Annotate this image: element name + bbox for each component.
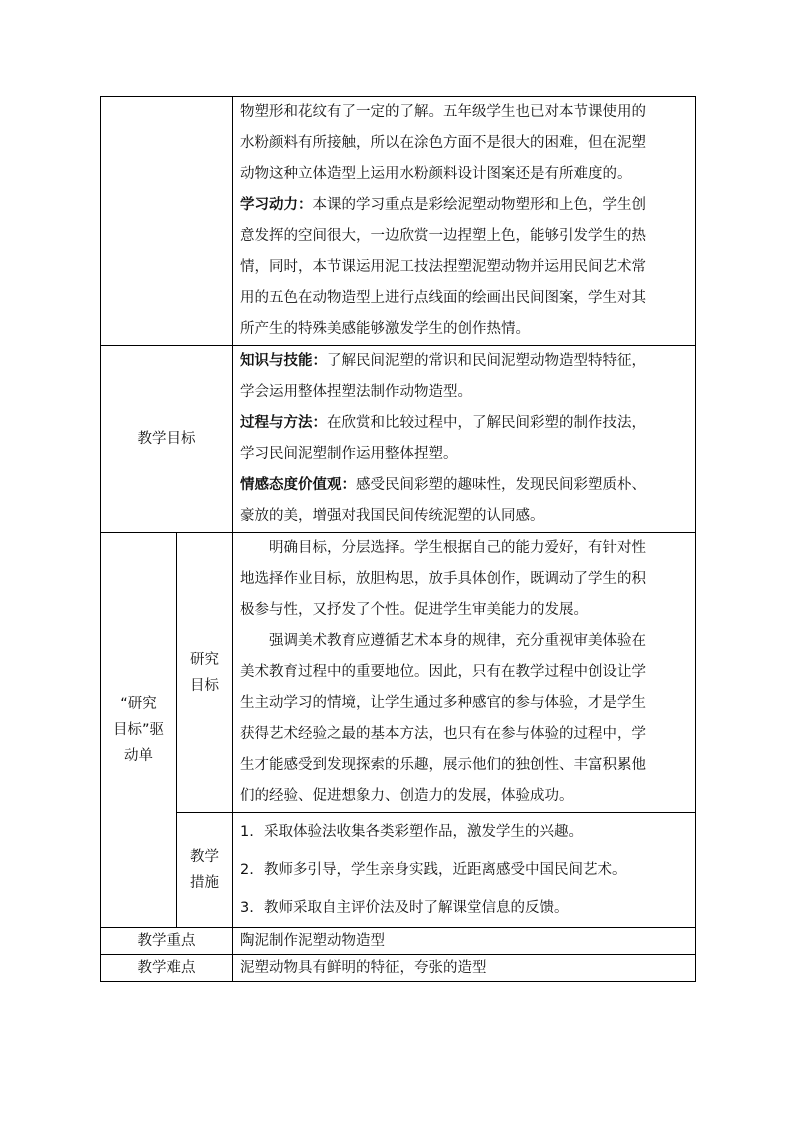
- goal-text: 在欣赏和比较过程中，了解民间彩塑的制作技法，: [327, 415, 646, 431]
- measure-number: 2.: [240, 862, 254, 878]
- teaching-measures-label: [177, 813, 233, 928]
- research-para-line: 强调美术教育应遵循艺术本身的规律，充分重视审美体验在: [269, 633, 646, 649]
- research-driver-label-line: 动单: [124, 748, 153, 764]
- research-para-line: 们的经验、促进想象力、创造力的发展，体验成功。: [240, 788, 574, 804]
- teaching-goals-label: 教学目标: [101, 346, 233, 533]
- research-target-content: [233, 533, 696, 813]
- research-driver-label-line: “研究: [120, 696, 157, 712]
- research-target-label-line: 目标: [190, 677, 219, 694]
- goal-line: [240, 470, 688, 501]
- motivation-line: 所产生的特殊美感能够激发学生的创作热情。: [240, 321, 530, 337]
- teaching-goals-content: [233, 346, 696, 533]
- research-target-label-line: 研究: [190, 651, 219, 668]
- key-point-label: 教学重点: [101, 928, 233, 955]
- goal-title: 过程与方法：: [240, 415, 327, 431]
- research-target-row: [101, 533, 696, 813]
- analysis-line: 物塑形和花纹有了一定的了解。五年级学生也已对本节课使用的: [240, 104, 646, 120]
- student-analysis-label-cell: [101, 97, 233, 346]
- analysis-line: 水粉颜料有所接触，所以在涂色方面不是很大的困难，但在泥塑: [240, 135, 646, 151]
- research-para-line: 美术教育过程中的重要地位。因此，只有在教学过程中创设让学: [240, 664, 646, 680]
- teaching-measures-label-line: 措施: [190, 875, 219, 891]
- measure-number: 3.: [240, 900, 254, 916]
- measure-item: [240, 813, 688, 851]
- motivation-title: 学习动力：: [240, 197, 313, 213]
- research-para-line: 地选择作业目标，放胆构思，放手具体创作，既调动了学生的积: [240, 571, 646, 587]
- analysis-line: 动物这种立体造型上运用水粉颜料设计图案还是有所难度的。: [240, 166, 632, 182]
- goal-line: [240, 346, 688, 377]
- goal-line: 学习民间泥塑制作运用整体捏塑。: [240, 446, 458, 462]
- key-point-content: 陶泥制作泥塑动物造型: [233, 928, 696, 955]
- research-para-line: 极参与性，又抒发了个性。促进学生审美能力的发展。: [240, 602, 588, 618]
- student-analysis-row: [101, 97, 696, 346]
- research-para-line: 明确目标，分层选择。学生根据自己的能力爱好，有针对性: [269, 540, 646, 556]
- motivation-text: 本课的学习重点是彩绘泥塑动物塑形和上色，学生创: [312, 197, 646, 213]
- goal-text: 感受民间彩塑的趣味性，发现民间彩塑质朴、: [356, 477, 646, 493]
- motivation-line: 用的五色在动物造型上进行点线面的绘画出民间图案，学生对其: [240, 290, 646, 306]
- teaching-goals-row: [101, 346, 696, 533]
- goal-line: [240, 408, 688, 439]
- measure-text: 教师采取自主评价法及时了解课堂信息的反馈。: [264, 900, 569, 916]
- difficulty-content: 泥塑动物具有鲜明的特征，夸张的造型: [233, 955, 696, 982]
- research-driver-label: [101, 533, 177, 928]
- teaching-measures-row: [101, 813, 696, 928]
- measure-item: [240, 851, 688, 889]
- research-para-line: 生才能感受到发现探索的乐趣，展示他们的独创性、丰富积累他: [240, 757, 646, 773]
- teaching-measures-content: [233, 813, 696, 928]
- goal-title: 知识与技能：: [240, 353, 327, 369]
- teaching-measures-label-line: 教学: [190, 849, 219, 865]
- measure-text: 教师多引导，学生亲身实践，近距离感受中国民间艺术。: [264, 862, 627, 878]
- motivation-line: [240, 190, 688, 221]
- goal-text: 了解民间泥塑的常识和民间泥塑动物造型特特征，: [327, 353, 646, 369]
- difficulty-row: [101, 955, 696, 982]
- lesson-plan-table: [100, 96, 696, 982]
- motivation-line: 意发挥的空间很大，一边欣赏一边捏塑上色，能够引发学生的热: [240, 228, 646, 244]
- research-para-line: 生主动学习的情境，让学生通过多种感官的参与体验，才是学生: [240, 695, 646, 711]
- measure-item: [240, 889, 688, 927]
- research-driver-label-line: 目标”驱: [112, 722, 164, 738]
- goal-title: 情感态度价值观：: [240, 477, 356, 493]
- measure-number: 1.: [240, 824, 254, 840]
- research-para-line: 获得艺术经验之最的基本方法，也只有在参与体验的过程中，学: [240, 726, 646, 742]
- key-point-row: [101, 928, 696, 955]
- measure-text: 采取体验法收集各类彩塑作品，激发学生的兴趣。: [264, 824, 583, 840]
- student-analysis-content: [233, 97, 696, 346]
- goal-line: 豪放的美，增强对我国民间传统泥塑的认同感。: [240, 508, 545, 524]
- motivation-line: 情，同时，本节课运用泥工技法捏塑泥塑动物并运用民间艺术常: [240, 259, 646, 275]
- difficulty-label: 教学难点: [101, 955, 233, 982]
- goal-line: 学会运用整体捏塑法制作动物造型。: [240, 384, 472, 400]
- research-target-label: [177, 533, 233, 813]
